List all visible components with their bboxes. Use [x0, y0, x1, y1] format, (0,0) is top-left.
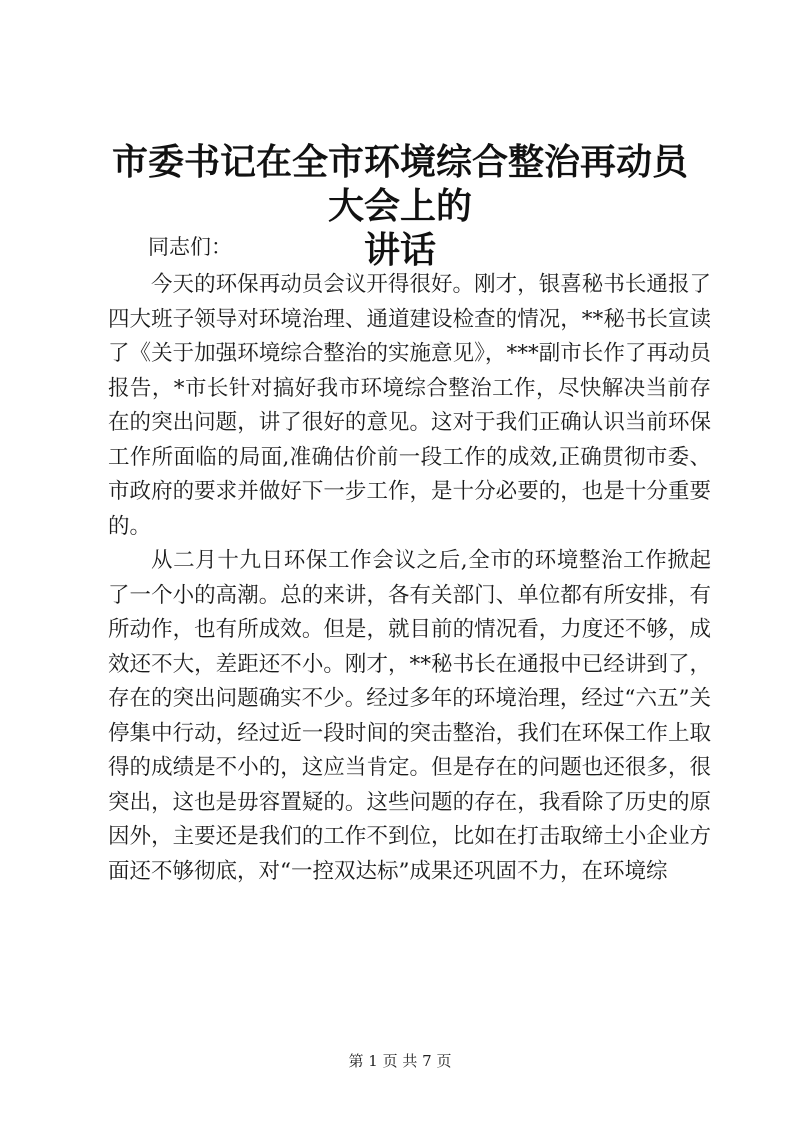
document-body	[108, 268, 711, 889]
paragraph-2: 从二月十九日环保工作会议之后,全市的环境整治工作掀起了一个小的高潮。总的来讲，各有关部门、单位都有所安排，有所动作，也有所成效。但是，就目前的情况看，力度还不够，成效还不大，差距还不小。刚才，**秘书长在通报中已经讲到了，存在的突出问题确实不少。经过多年的环境治理，经过“六五”关停集中行动，经过近一段时间的突击整治，我们在环保工作上取得的成绩是不小的，这应当肯定。但是存在的问题也还很多，很突出，这也是毋容置疑的。这些问题的存在，我看除了历史的原因外，主要还是我们的工作不到位，比如在打击取缔土小企业方面还不够彻底，对“一控双达标”成果还巩固不力，在环境综	[108, 548, 711, 884]
greeting: 同志们：	[148, 235, 232, 259]
page-footer: 第 1 页 共 7 页	[348, 1052, 452, 1070]
paragraph-1: 今天的环保再动员会议开得很好。刚才，银喜秘书长通报了四大班子领导对环境治理、通道建设检查的情况，**秘书长宣读了《关于加强环境综合整治的实施意见》，***副市长作了再动员报告，*市长针对搞好我市环境综合整治工作，尽快解决当前存在的突出问题，讲了很好的意见。这对于我们正确认识当前环保工作所面临的局面,准确估价前一段工作的成效,正确贯彻市委、市政府的要求并做好下一步工作，是十分必要的，也是十分重要的。	[108, 272, 711, 539]
title-line-2: 讲话	[363, 229, 436, 271]
title-line-1: 市委书记在全市环境综合整治再动员大会上的	[111, 141, 688, 227]
